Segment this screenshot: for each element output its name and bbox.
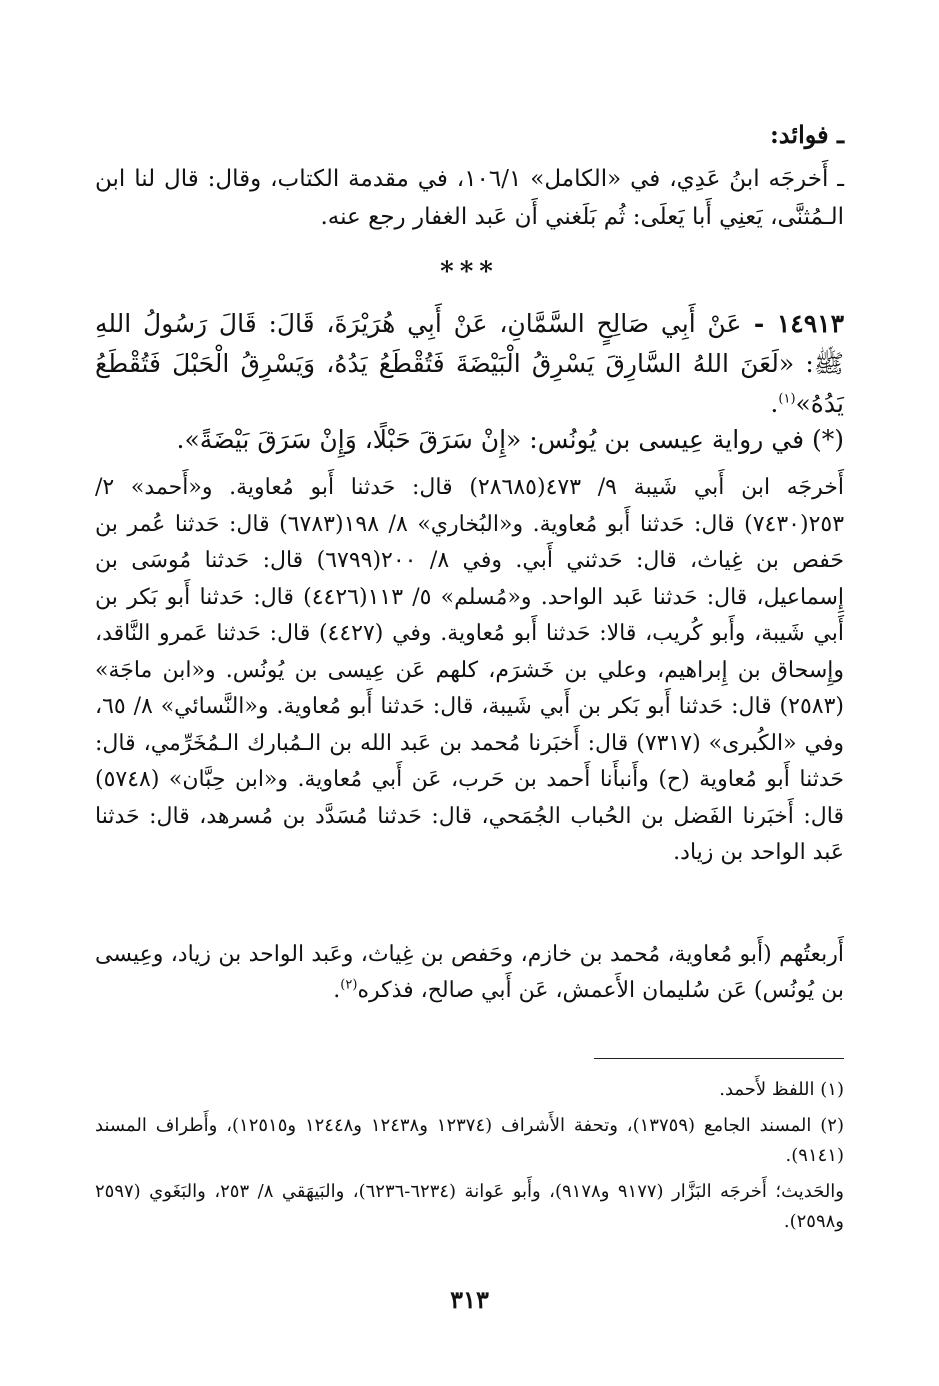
footnotes <box>95 1075 844 1243</box>
fawaid-paragraph: ـ أَخرجَه ابنُ عَدِي، في «الكامل» ١٠٦/١، في مقدمة الكتاب، وقال: قال لنا ابن الـمُثنَّى، يَعنِي أَبا يَعلَى: ثُم بَلَغني أَن عَبد الغفار رجع عنه. <box>95 166 844 230</box>
section-separator: *** <box>440 257 499 287</box>
footnote-divider <box>594 1058 844 1059</box>
takhrij-paragraph: أَخرجَه ابن أَبي شَيبة ٩/ ٤٧٣(٢٨٦٨٥) قال: حَدثنا أَبو مُعاوية. و«أَحمد» ٢/ ٢٥٣(٧٤٣٠) قال: حَدثنا أَبو مُعاوية. و«البُخاري» ٨/ ١٩٨(٦٧٨٣) قال: حَدثنا عُمر بن حَفص بن غِياث، قال: حَدثني أَبي. وفي ٨/ ٢٠٠(٦٧٩٩) قال: حَدثنا مُوسَى بن إِسماعيل، قال: حَدثنا عَبد الواحد. و«مُسلم» ٥/ ١١٣(٤٤٢٦) قال: حَدثنا أَبو بَكر بن أَبي شَيبة، وأَبو كُريب، قالا: حَدثنا أَبو مُعاوية. وفي (٤٤٢٧) قال: حَدثنا عَمرو النَّاقد، وإِسحاق بن إِبراهيم، وعلي بن خَشرَم، كلهم عَن عِيسى بن يُونُس. و«ابن ماجَة» (٢٥٨٣) قال: حَدثنا أَبو بَكر بن أَبي شَيبة، قال: حَدثنا أَبو مُعاوية. و«النَّسائي» ٨/ ٦٥، وفي «الكُبرى» (٧٣١٧) قال: أَخبَرنا مُحمد بن عَبد الله بن الـمُبارك الـمُخَرِّمي، قال: حَدثنا أَبو مُعاوية (ح) وأَنبأَنا أَحمد بن حَرب، عَن أَبي مُعاوية. و«ابن حِبَّان» (٥٧٤٨) قال: أَخبَرنا الفَضل بن الحُباب الجُمَحي، قال: حَدثنا مُسَدَّد بن مُسرهد، قال: حَدثنا عَبد الواحد بن زياد. <box>95 475 845 865</box>
chain-summary-text: أَربعتُهم (أَبو مُعاوية، مُحمد بن خازم، وحَفص بن غِياث، وعَبد الواحد بن زياد، وعِيسى بن يُونُس) عَن سُليمان الأَعمش، عَن أَبي صالح، فذكره <box>95 942 844 1003</box>
footnote-marker-2[interactable]: (٢) <box>340 977 358 993</box>
hadith-text: ١٤٩١٣ - عَنْ أَبِي صَالِحٍ السَّمَّانِ، عَنْ أَبِي هُرَيْرَةَ، قَالَ: قَالَ رَسُولُ اللهِ ﷺ: «لَعَنَ اللهُ السَّارِقَ يَسْرِقُ الْبَيْضَةَ فَتُقْطَعُ يَدُهُ، وَيَسْرِقُ الْحَبْلَ فَتُقْطَعُ يَدُهُ»$^{(١)}$. <box>95 309 844 418</box>
fawaid-heading: ـ فوائد: <box>769 120 844 149</box>
footnote-2-continued: والحَديث؛ أَخرجَه البَزَّار (٩١٧٧ و٩١٧٨)، وأَبو عَوانة (٦٢٣٤-٦٢٣٦)، والبَيهَقي ٨/ ٢٥٣، والبَغَوي (٢٥٩٧ و٢٥٩٨). <box>95 1181 844 1232</box>
hadith-matn: «لَعَنَ اللهُ السَّارِقَ يَسْرِقُ الْبَيْضَةَ فَتُقْطَعُ يَدُهُ، وَيَسْرِقُ الْحَبْلَ فَتُقْطَعُ يَدُهُ» <box>95 349 844 418</box>
chain-summary-end: . <box>333 978 341 1003</box>
hadith-variant: (*) في رواية عِيسى بن يُونُس: «إِنْ سَرَقَ حَبْلًا، وَإِنْ سَرَقَ بَيْضَةً». <box>176 425 844 454</box>
footnote-2: (٢) المسند الجامع (١٣٧٥٩)، وتحفة الأَشراف (١٢٣٧٤ و١٢٤٣٨ و١٢٤٤٨ و١٢٥١٥)، وأَطراف المسند (٩١٤١). <box>95 1115 844 1166</box>
hadith-number: ١٤٩١٣ - <box>741 309 844 338</box>
footnote-1: (١) اللفظ لأَحمد. <box>719 1079 844 1100</box>
chain-summary <box>95 937 844 1009</box>
footnote-marker-1[interactable]: (١) <box>778 391 796 407</box>
hadith-isnad: عَنْ أَبِي صَالِحٍ السَّمَّانِ، عَنْ أَبِي هُرَيْرَةَ، قَالَ: قَالَ رَسُولُ اللهِ ﷺ: <box>95 309 844 378</box>
page-number: ٣١٣ <box>450 1285 489 1314</box>
